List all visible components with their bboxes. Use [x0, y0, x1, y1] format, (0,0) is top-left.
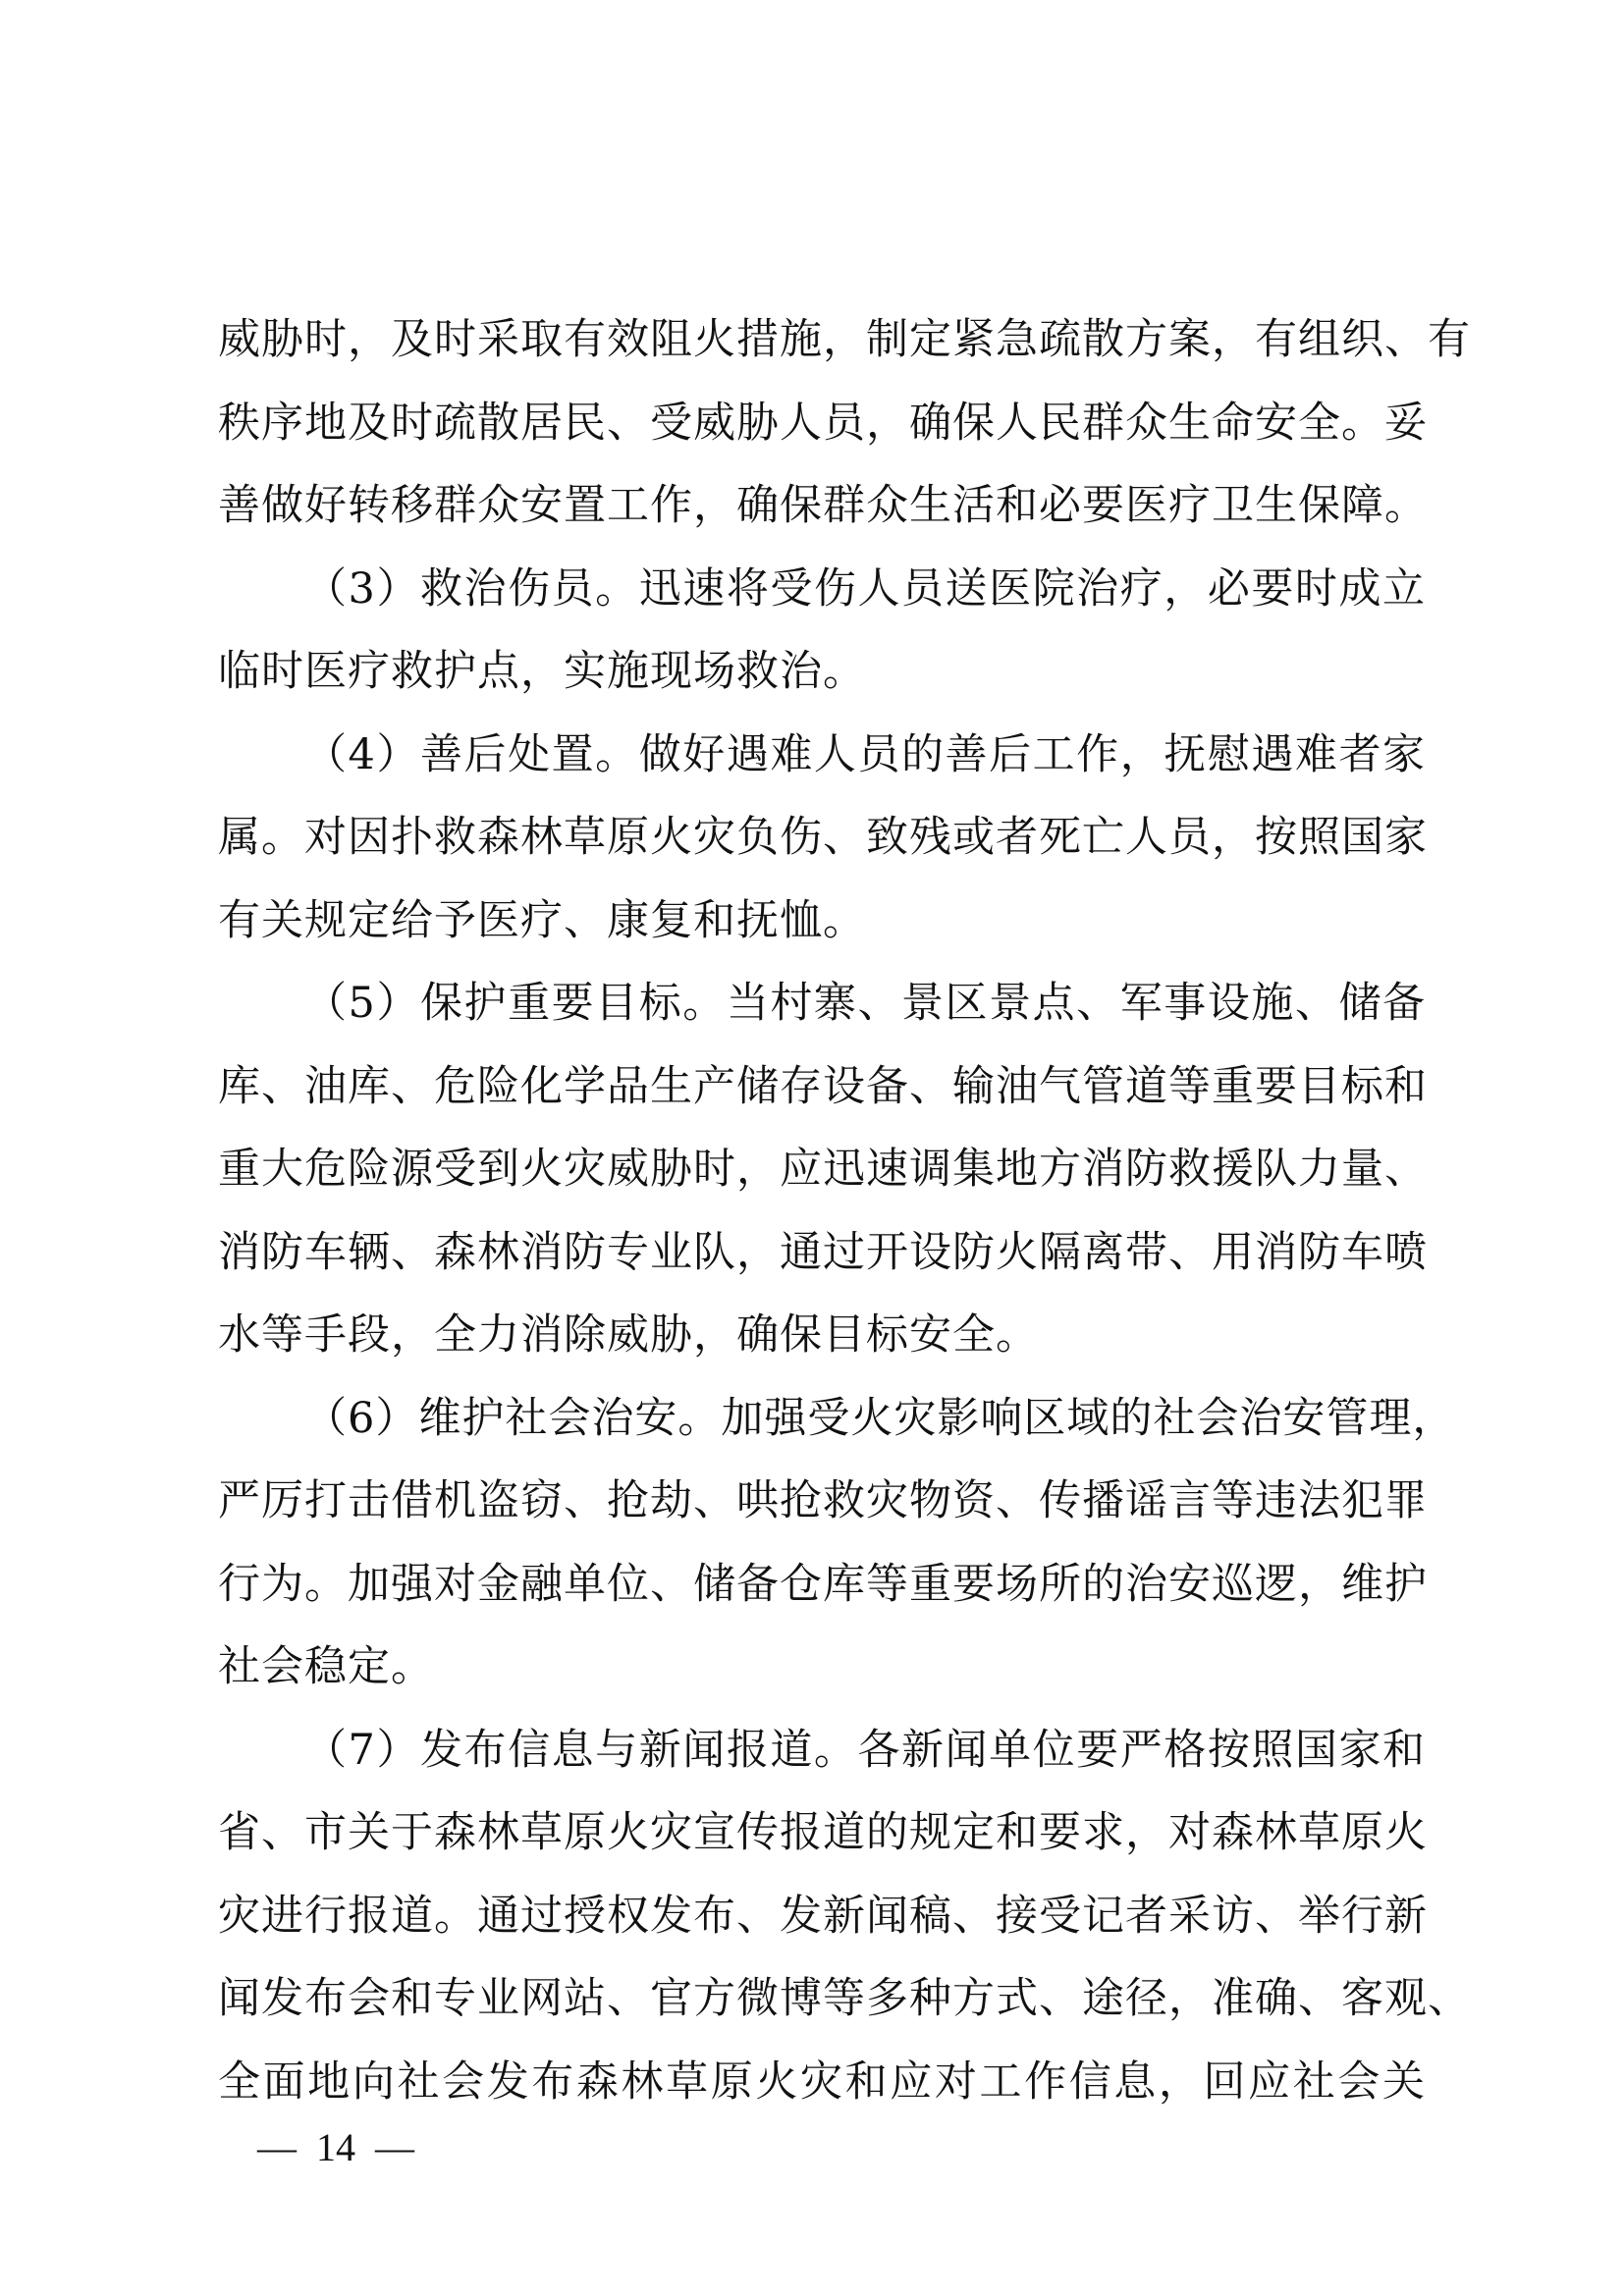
text-line: 属。对因扑救森林草原火灾负伤、致残或者死亡人员，按照国家 [218, 813, 1428, 862]
text-line: 水等手段，全力消除威胁，确保目标安全。 [218, 1310, 1039, 1360]
text-line: 善做好转移群众安置工作，确保群众生活和必要医疗卫生保障。 [218, 481, 1428, 530]
text-line: 秩序地及时疏散居民、受威胁人员，确保人民群众生命安全。妥 [218, 398, 1428, 448]
paragraph-first-line: （4）善后处置。做好遇难人员的善后工作，抚慰遇难者家 [304, 729, 1426, 779]
text-line: 严厉打击借机盗窃、抢劫、哄抢救灾物资、传播谣言等违法犯罪 [218, 1476, 1428, 1525]
text-line: 社会稳定。 [218, 1642, 434, 1691]
text-line: 省、市关于森林草原火灾宣传报道的规定和要求，对森林草原火 [218, 1808, 1428, 1857]
text-line: 临时医疗救护点，实施现场救治。 [218, 647, 866, 696]
text-line: 行为。加强对金融单位、储备仓库等重要场所的治安巡逻，维护 [218, 1559, 1428, 1609]
paragraph-first-line: （6）维护社会治安。加强受火灾影响区域的社会治安管理， [304, 1393, 1456, 1443]
text-line: 消防车辆、森林消防专业队，通过开设防火隔离带、用消防车喷 [218, 1227, 1428, 1277]
text-line: 库、油库、危险化学品生产储存设备、输油气管道等重要目标和 [218, 1061, 1428, 1111]
paragraph-first-line: （3）救治伤员。迅速将受伤人员送医院治疗，必要时成立 [304, 563, 1426, 614]
text-line: 有关规定给予医疗、康复和抚恤。 [218, 895, 866, 945]
text-line: 威胁时，及时采取有效阻火措施，制定紧急疏散方案，有组织、有 [218, 315, 1471, 364]
text-line: 重大危险源受到火灾威胁时，应迅速调集地方消防救援队力量、 [218, 1145, 1428, 1194]
page-number: — 14 — [257, 2125, 414, 2169]
paragraph-first-line: （7）发布信息与新闻报道。各新闻单位要严格按照国家和 [304, 1725, 1426, 1775]
paragraph-first-line: （5）保护重要目标。当村寨、景区景点、军事设施、储备 [304, 979, 1426, 1028]
body-text [218, 298, 1471, 2123]
text-line: 灾进行报道。通过授权发布、发新闻稿、接受记者采访、举行新 [218, 1891, 1428, 1941]
text-line: 闻发布会和专业网站、官方微博等多种方式、途径，准确、客观、 [218, 1974, 1471, 2023]
text-line: 全面地向社会发布森林草原火灾和应对工作信息，回应社会关 [218, 2056, 1426, 2107]
